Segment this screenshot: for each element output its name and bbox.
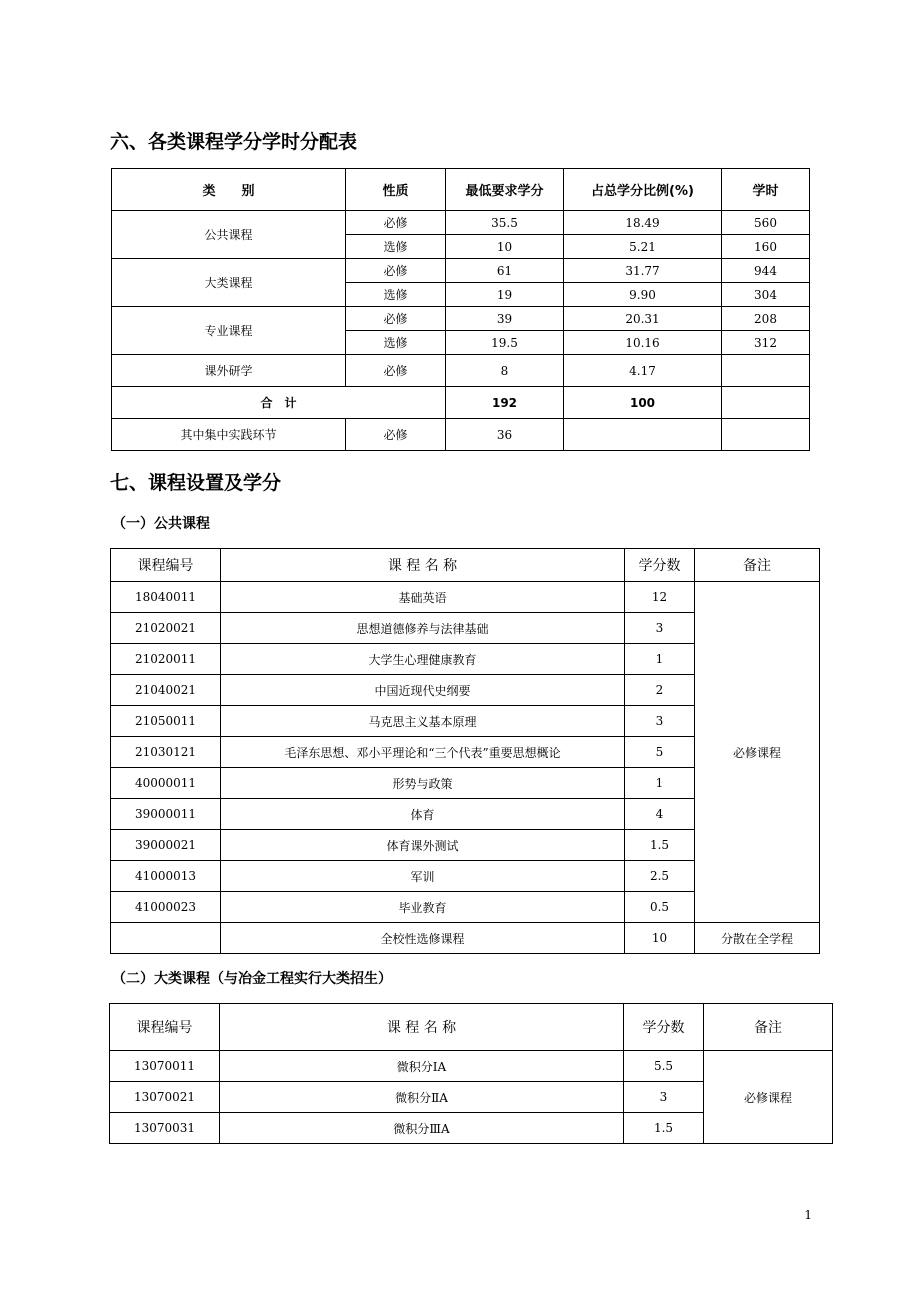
credits-cell: 36 [446, 419, 564, 451]
course-credits: 10 [625, 923, 695, 954]
nature-cell: 选修 [346, 235, 446, 259]
table-row [110, 1051, 833, 1082]
course-name: 微积分ⅢA [220, 1113, 624, 1144]
total-credits: 192 [446, 387, 564, 419]
credits-cell: 35.5 [446, 211, 564, 235]
total-row [112, 387, 810, 419]
required-note: 必修课程 [695, 582, 820, 923]
course-name: 基础英语 [221, 582, 625, 613]
category-cell: 课外研学 [112, 355, 346, 387]
course-code: 13070011 [110, 1051, 220, 1082]
course-credits: 2.5 [625, 861, 695, 892]
table-row [112, 355, 810, 387]
course-code: 13070031 [110, 1113, 220, 1144]
header-code: 课程编号 [111, 549, 221, 582]
course-name: 体育课外测试 [221, 830, 625, 861]
course-code: 18040011 [111, 582, 221, 613]
course-credits: 5 [625, 737, 695, 768]
category-cell: 其中集中实践环节 [112, 419, 346, 451]
elective-row [111, 923, 820, 954]
hours-cell: 208 [722, 307, 810, 331]
credits-cell: 19.5 [446, 331, 564, 355]
hours-cell: 160 [722, 235, 810, 259]
header-min-credits: 最低要求学分 [446, 169, 564, 211]
course-credits: 12 [625, 582, 695, 613]
header-ratio: 占总学分比例(%) [564, 169, 722, 211]
table-header-row [112, 169, 810, 211]
major-courses-table [109, 1003, 833, 1144]
course-name: 毕业教育 [221, 892, 625, 923]
course-credits: 3 [625, 613, 695, 644]
course-name: 大学生心理健康教育 [221, 644, 625, 675]
total-ratio: 100 [564, 387, 722, 419]
credits-cell: 10 [446, 235, 564, 259]
header-name: 课 程 名 称 [220, 1004, 624, 1051]
nature-cell: 必修 [346, 355, 446, 387]
course-code: 21020011 [111, 644, 221, 675]
credits-cell: 19 [446, 283, 564, 307]
course-name: 体育 [221, 799, 625, 830]
course-name: 中国近现代史纲要 [221, 675, 625, 706]
ratio-cell [564, 419, 722, 451]
header-name: 课 程 名 称 [221, 549, 625, 582]
course-name: 形势与政策 [221, 768, 625, 799]
header-code: 课程编号 [110, 1004, 220, 1051]
course-credits: 1 [625, 768, 695, 799]
header-category: 类 别 [112, 169, 346, 211]
table-header-row [111, 549, 820, 582]
header-note: 备注 [695, 549, 820, 582]
header-note: 备注 [704, 1004, 833, 1051]
course-credits: 3 [625, 706, 695, 737]
table-row [112, 307, 810, 331]
section6-title: 六、各类课程学分学时分配表 [110, 131, 358, 153]
public-courses-title: （一）公共课程 [112, 516, 210, 532]
nature-cell: 必修 [346, 211, 446, 235]
required-note: 必修课程 [704, 1051, 833, 1144]
ratio-cell: 20.31 [564, 307, 722, 331]
course-code: 21020021 [111, 613, 221, 644]
course-credits: 2 [625, 675, 695, 706]
header-nature: 性质 [346, 169, 446, 211]
course-code: 40000011 [111, 768, 221, 799]
category-cell: 专业课程 [112, 307, 346, 355]
ratio-cell: 5.21 [564, 235, 722, 259]
course-credits: 1.5 [624, 1113, 704, 1144]
course-name: 马克思主义基本原理 [221, 706, 625, 737]
course-code [111, 923, 221, 954]
ratio-cell: 4.17 [564, 355, 722, 387]
nature-cell: 必修 [346, 307, 446, 331]
header-hours: 学时 [722, 169, 810, 211]
ratio-cell: 18.49 [564, 211, 722, 235]
course-credits: 1 [625, 644, 695, 675]
major-courses-title: （二）大类课程（与冶金工程实行大类招生） [112, 971, 392, 987]
table-row [112, 259, 810, 283]
ratio-cell: 9.90 [564, 283, 722, 307]
credits-cell: 8 [446, 355, 564, 387]
ratio-cell: 10.16 [564, 331, 722, 355]
course-code: 41000013 [111, 861, 221, 892]
course-credits: 5.5 [624, 1051, 704, 1082]
nature-cell: 选修 [346, 331, 446, 355]
course-code: 41000023 [111, 892, 221, 923]
course-name: 微积分ⅡA [220, 1082, 624, 1113]
nature-cell: 必修 [346, 259, 446, 283]
credits-cell: 39 [446, 307, 564, 331]
hours-cell: 944 [722, 259, 810, 283]
table-row [112, 211, 810, 235]
section7-title: 七、课程设置及学分 [110, 472, 282, 494]
course-code: 21050011 [111, 706, 221, 737]
hours-cell [722, 355, 810, 387]
course-name: 军训 [221, 861, 625, 892]
course-credits: 0.5 [625, 892, 695, 923]
course-code: 21030121 [111, 737, 221, 768]
total-hours [722, 387, 810, 419]
nature-cell: 选修 [346, 283, 446, 307]
hours-cell: 304 [722, 283, 810, 307]
credit-allocation-table [111, 168, 810, 451]
course-code: 39000021 [111, 830, 221, 861]
course-code: 39000011 [111, 799, 221, 830]
elective-note: 分散在全学程 [695, 923, 820, 954]
course-name: 思想道德修养与法律基础 [221, 613, 625, 644]
total-label: 合 计 [112, 387, 446, 419]
category-cell: 大类课程 [112, 259, 346, 307]
table-row [111, 582, 820, 613]
course-code: 13070021 [110, 1082, 220, 1113]
credits-cell: 61 [446, 259, 564, 283]
practice-row [112, 419, 810, 451]
hours-cell: 560 [722, 211, 810, 235]
hours-cell: 312 [722, 331, 810, 355]
category-cell: 公共课程 [112, 211, 346, 259]
course-name: 微积分ⅠA [220, 1051, 624, 1082]
course-credits: 4 [625, 799, 695, 830]
ratio-cell: 31.77 [564, 259, 722, 283]
course-code: 21040021 [111, 675, 221, 706]
course-name: 毛泽东思想、邓小平理论和“三个代表”重要思想概论 [221, 737, 625, 768]
table-header-row [110, 1004, 833, 1051]
header-credits: 学分数 [624, 1004, 704, 1051]
course-name: 全校性选修课程 [221, 923, 625, 954]
hours-cell [722, 419, 810, 451]
course-credits: 1.5 [625, 830, 695, 861]
header-credits: 学分数 [625, 549, 695, 582]
public-courses-table [110, 548, 820, 954]
course-credits: 3 [624, 1082, 704, 1113]
nature-cell: 必修 [346, 419, 446, 451]
page-number: 1 [804, 1208, 812, 1222]
